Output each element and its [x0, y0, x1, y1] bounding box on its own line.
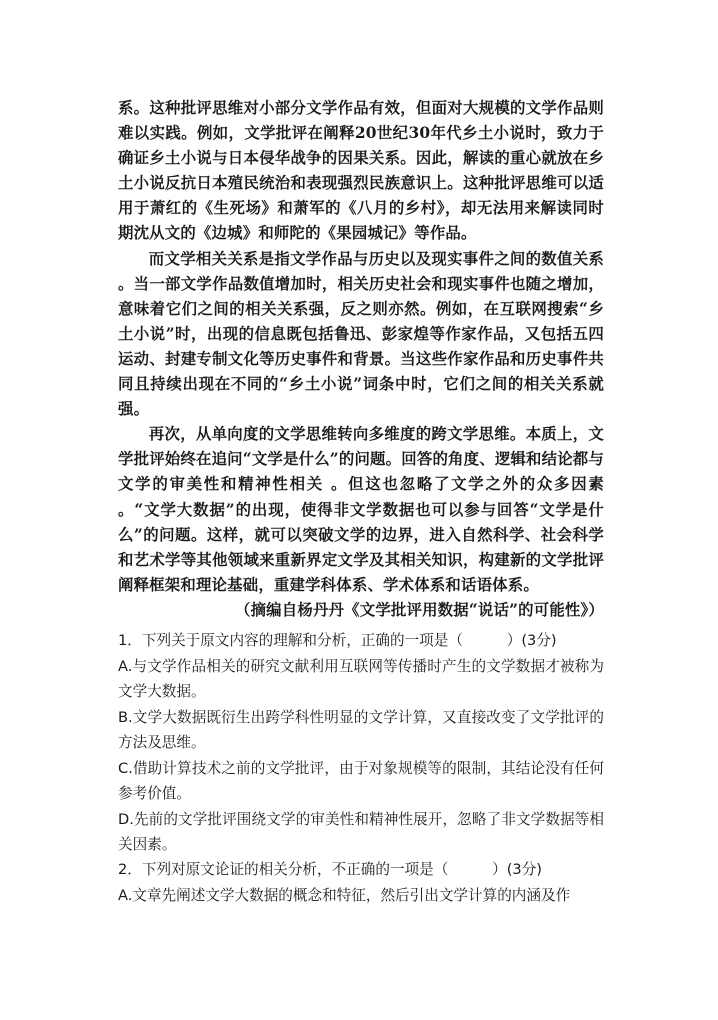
passage-paragraph-1: 系。这种批评思维对小部分文学作品有效，但面对大规模的文学作品则难以实践。例如，文学批评在阐释20世纪30年代乡土小说时，致力于确证乡土小说与日本侵华战争的因果关系。因此，解读的重心就放在乡土小说反抗日本殖民统治和表现强烈民族意识上。这种批评思维可以适用于萧红的《生死场》和萧军的《八月的乡村》，却无法用来解读同时期沈从文的《边城》和师陀的《果园城记》等作品。: [118, 99, 604, 243]
question-1-option-a: A.与文学作品相关的研究文献利用互联网等传播时产生的文学数据才被称为文学大数据。: [118, 657, 604, 700]
passage-paragraph-3: 再次，从单向度的文学思维转向多维度的跨文学思维。本质上，文学批评始终在追问“文学是什么”的问题。回答的角度、逻辑和结论都与文学的审美性和精神性相关 。但这也忽略了文学之外的众多因素 。“文学大数据”的出现，使得非文学数据也可以参与回答“文学是什么”的问题。这样，就可以突破文学的边界，进入自然科学、社会科学和艺术学等其他领域来重新界定文学及其相关知识，构建新的文学批评阐释框架和理论基础，重建学科体系、学术体系和话语体系。: [118, 425, 604, 594]
passage-excerpt: [118, 96, 604, 623]
question-1-option-b: B.文学大数据既衍生出跨学科性明显的文学计算，又直接改变了文学批评的方法及思维。: [118, 708, 604, 751]
passage-paragraph-2: 而文学相关关系是指文学作品与历史以及现实事件之间的数值关系 。当一部文学作品数值增加时，相关历史社会和现实事件也随之增加，意味着它们之间的相关关系强，反之则亦然。例如，在互联网搜索“乡土小说”时，出现的信息既包括鲁迅、彭家煌等作家作品，又包括五四运动、封建专制文化等历史事件和背景。当这些作家作品和历史事件共同且持续出现在不同的“乡土小说”词条中时，它们之间的相关关系就强。: [118, 249, 604, 419]
question-1-option-c: C.借助计算技术之前的文学批评，由于对象规模等的限制，其结论没有任何参考价值。: [118, 759, 604, 802]
question-1: [118, 628, 604, 858]
question-1-option-d: D.先前的文学批评围绕文学的审美性和精神性展开，忽略了非文学数据等相关因素。: [118, 810, 604, 853]
question-2-stem: 2．下列对原文论证的相关分析，不正确的一项是（ ）(3分): [118, 861, 542, 878]
question-2-option-a: A.文章先阐述文学大数据的概念和特征，然后引出文学计算的内涵及作: [118, 886, 571, 904]
question-2: [118, 857, 604, 908]
question-1-stem: 1．下列关于原文内容的理解和分析，正确的一项是（ ）(3分): [118, 632, 557, 649]
passage-source-citation: （摘编自杨丹丹《文学批评用数据“说话”的可能性》）: [235, 600, 604, 619]
